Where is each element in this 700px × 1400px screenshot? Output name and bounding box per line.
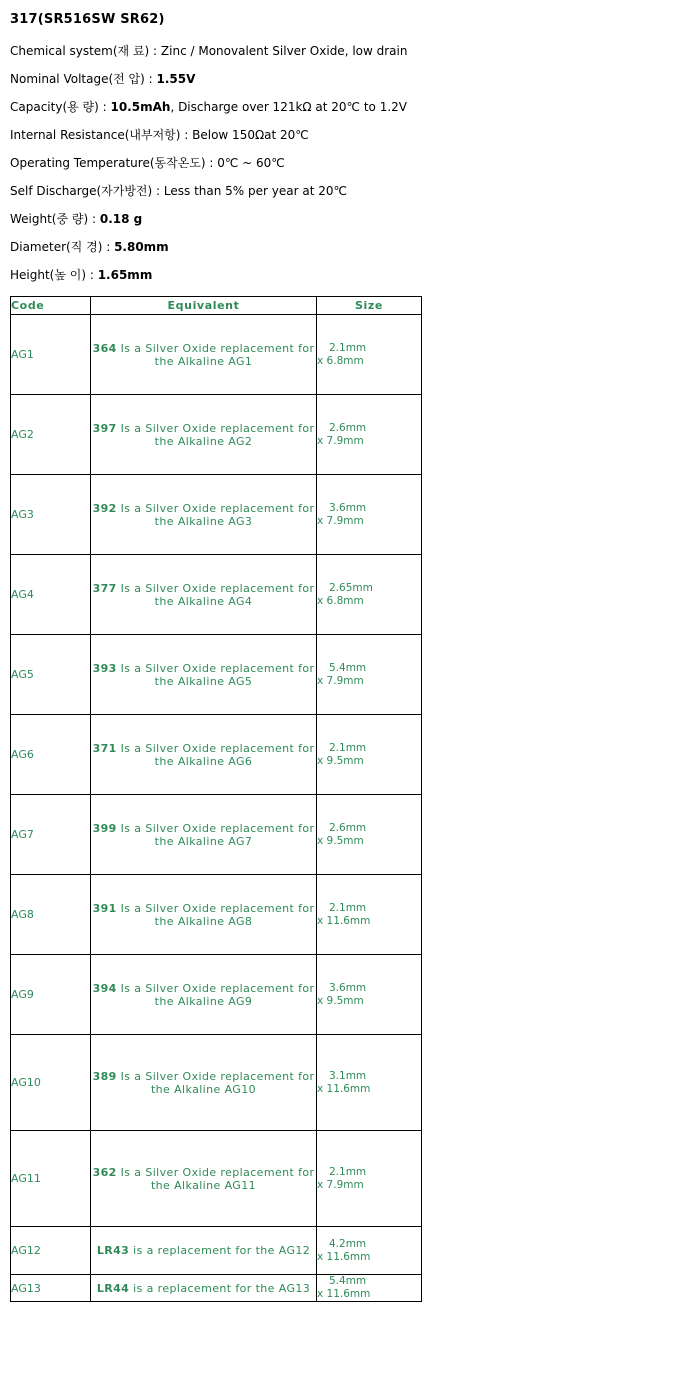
- size-cell: [317, 1227, 422, 1275]
- equivalent-cell: [91, 635, 317, 715]
- code-cell: AG6: [11, 715, 91, 795]
- spec-temperature: [10, 154, 285, 171]
- size-height: x 9.5mm: [317, 754, 364, 767]
- code-cell: AG5: [11, 635, 91, 715]
- spec-resistance: [10, 126, 309, 143]
- equivalent-number: 389: [92, 1069, 117, 1083]
- code-cell: AG3: [11, 475, 91, 555]
- spec-capacity-value: 10.5mAh: [110, 100, 171, 114]
- size-diameter: 2.1mm: [329, 341, 367, 354]
- equivalent-cell: [91, 875, 317, 955]
- spec-weight-label: Weight(중 량) :: [10, 212, 100, 226]
- equivalent-cell: [91, 555, 317, 635]
- equivalent-cell: [91, 1035, 317, 1131]
- size-cell: [317, 875, 422, 955]
- table-row: [11, 475, 422, 555]
- spec-diameter-label: Diameter(직 경) :: [10, 240, 115, 254]
- spec-capacity-label: Capacity(용 량) :: [10, 100, 111, 114]
- table-row: [11, 1035, 422, 1131]
- equivalent-cell: [91, 1275, 317, 1302]
- equivalent-number: 392: [92, 501, 117, 515]
- size-cell: [317, 315, 422, 395]
- size-cell: [317, 555, 422, 635]
- table-header-row: [11, 297, 422, 315]
- size-diameter: 5.4mm: [329, 1275, 367, 1287]
- equivalent-text: is a replacement for the AG13: [129, 1281, 311, 1295]
- size-diameter: 3.1mm: [329, 1069, 367, 1082]
- spec-diameter-value: 5.80mm: [114, 240, 169, 254]
- size-diameter: 2.65mm: [329, 581, 373, 594]
- code-cell: AG12: [11, 1227, 91, 1275]
- size-cell: [317, 475, 422, 555]
- code-cell: AG7: [11, 795, 91, 875]
- table-row: [11, 395, 422, 475]
- size-height: x 11.6mm: [317, 1288, 371, 1300]
- size-cell: [317, 395, 422, 475]
- equivalent-cell: [91, 395, 317, 475]
- header-code: Code: [11, 297, 91, 315]
- spec-voltage-value: 1.55V: [156, 72, 196, 86]
- spec-discharge-label: Self Discharge(자가방전) :: [10, 184, 164, 198]
- table-row: [11, 715, 422, 795]
- equivalent-number: 371: [92, 741, 117, 755]
- table-row: [11, 1131, 422, 1227]
- size-cell: [317, 715, 422, 795]
- spec-height-label: Height(높 이) :: [10, 268, 98, 282]
- equivalent-text: Is a Silver Oxide replacement for the Alkaline AG11: [116, 1165, 315, 1192]
- equivalent-number: 377: [92, 581, 117, 595]
- table-row: [11, 555, 422, 635]
- table-row: [11, 795, 422, 875]
- size-height: x 6.8mm: [317, 354, 364, 367]
- spec-discharge-value: Less than 5% per year at 20℃: [163, 184, 347, 198]
- size-diameter: 2.1mm: [329, 741, 367, 754]
- equivalent-text: Is a Silver Oxide replacement for the Alkaline AG5: [116, 661, 315, 688]
- size-cell: [317, 1275, 422, 1302]
- equivalent-number: 391: [92, 901, 117, 915]
- size-cell: [317, 1131, 422, 1227]
- equivalent-text: is a replacement for the AG12: [129, 1244, 311, 1257]
- equivalent-text: Is a Silver Oxide replacement for the Alkaline AG3: [116, 501, 315, 528]
- table-row: [11, 955, 422, 1035]
- spec-capacity: [10, 98, 407, 115]
- size-height: x 9.5mm: [317, 994, 364, 1007]
- equivalent-text: Is a Silver Oxide replacement for the Alkaline AG4: [116, 581, 315, 608]
- table-row: [11, 1275, 422, 1302]
- code-cell: AG8: [11, 875, 91, 955]
- equivalent-cell: [91, 475, 317, 555]
- equivalent-text: Is a Silver Oxide replacement for the Alkaline AG10: [116, 1069, 315, 1096]
- header-equivalent: Equivalent: [91, 297, 317, 315]
- table-row: [11, 635, 422, 715]
- equivalent-number: 364: [92, 341, 117, 355]
- spec-chemical-label: Chemical system(재 료) :: [10, 44, 161, 58]
- size-height: x 7.9mm: [317, 514, 364, 527]
- equivalent-number: 393: [92, 661, 117, 675]
- size-height: x 11.6mm: [317, 1250, 371, 1263]
- size-diameter: 3.6mm: [329, 981, 367, 994]
- table-body: [11, 315, 422, 1302]
- equivalent-cell: [91, 955, 317, 1035]
- code-cell: AG9: [11, 955, 91, 1035]
- equivalent-number: LR44: [96, 1281, 130, 1295]
- size-diameter: 2.1mm: [329, 1165, 367, 1178]
- size-height: x 7.9mm: [317, 674, 364, 687]
- spec-diameter: [10, 238, 169, 255]
- equivalent-text: Is a Silver Oxide replacement for the Alkaline AG1: [116, 341, 315, 368]
- size-diameter: 4.2mm: [329, 1237, 367, 1250]
- header-size: Size: [317, 297, 422, 315]
- spec-resistance-value: Below 150Ωat 20℃: [192, 128, 309, 142]
- size-diameter: 2.6mm: [329, 821, 367, 834]
- equivalent-cell: [91, 795, 317, 875]
- spec-weight-value: 0.18 g: [99, 212, 143, 226]
- size-diameter: 2.1mm: [329, 901, 367, 914]
- spec-chemical-value: Zinc / Monovalent Silver Oxide, low drain: [160, 44, 408, 58]
- equivalent-text: Is a Silver Oxide replacement for the Alkaline AG6: [116, 741, 315, 768]
- code-cell: AG2: [11, 395, 91, 475]
- size-height: x 7.9mm: [317, 1178, 364, 1191]
- equivalent-text: Is a Silver Oxide replacement for the Alkaline AG7: [116, 821, 315, 848]
- spec-temperature-label: Operating Temperature(동작온도) :: [10, 156, 218, 170]
- spec-height: [10, 266, 152, 283]
- code-cell: AG4: [11, 555, 91, 635]
- table-row: [11, 1227, 422, 1275]
- equivalent-cell: [91, 715, 317, 795]
- equivalent-cell: [91, 1227, 317, 1275]
- code-cell: AG13: [11, 1275, 91, 1302]
- equivalent-text: Is a Silver Oxide replacement for the Alkaline AG2: [116, 421, 315, 448]
- spec-capacity-extra: , Discharge over 121kΩ at 20℃ to 1.2V: [170, 100, 407, 114]
- size-height: x 11.6mm: [317, 1082, 371, 1095]
- equivalent-number: 399: [92, 821, 117, 835]
- code-cell: AG10: [11, 1035, 91, 1131]
- size-height: x 7.9mm: [317, 434, 364, 447]
- equivalent-number: 394: [92, 981, 117, 995]
- size-diameter: 3.6mm: [329, 501, 367, 514]
- equivalent-cell: [91, 315, 317, 395]
- page-title: 317(SR516SW SR62): [10, 12, 165, 27]
- size-diameter: 2.6mm: [329, 421, 367, 434]
- table-row: [11, 875, 422, 955]
- equivalent-text: Is a Silver Oxide replacement for the Alkaline AG8: [116, 901, 315, 928]
- equivalent-number: 397: [92, 421, 117, 435]
- spec-weight: [10, 210, 142, 227]
- size-height: x 6.8mm: [317, 594, 364, 607]
- table-row: [11, 315, 422, 395]
- equivalents-table: [10, 296, 422, 1302]
- code-cell: AG11: [11, 1131, 91, 1227]
- size-cell: [317, 955, 422, 1035]
- code-cell: AG1: [11, 315, 91, 395]
- spec-temperature-value: 0℃ ~ 60℃: [217, 156, 285, 170]
- spec-chemical: [10, 42, 407, 59]
- size-height: x 11.6mm: [317, 914, 371, 927]
- size-cell: [317, 1035, 422, 1131]
- spec-voltage: [10, 70, 195, 87]
- spec-resistance-label: Internal Resistance(내부저항) :: [10, 128, 193, 142]
- size-cell: [317, 795, 422, 875]
- size-diameter: 5.4mm: [329, 661, 367, 674]
- equivalent-cell: [91, 1131, 317, 1227]
- spec-discharge: [10, 182, 347, 199]
- equivalent-number: 362: [92, 1165, 117, 1179]
- spec-height-value: 1.65mm: [97, 268, 153, 282]
- size-height: x 9.5mm: [317, 834, 364, 847]
- size-cell: [317, 635, 422, 715]
- spec-voltage-label: Nominal Voltage(전 압) :: [10, 72, 157, 86]
- equivalent-text: Is a Silver Oxide replacement for the Alkaline AG9: [116, 981, 315, 1008]
- equivalent-number: LR43: [96, 1244, 130, 1257]
